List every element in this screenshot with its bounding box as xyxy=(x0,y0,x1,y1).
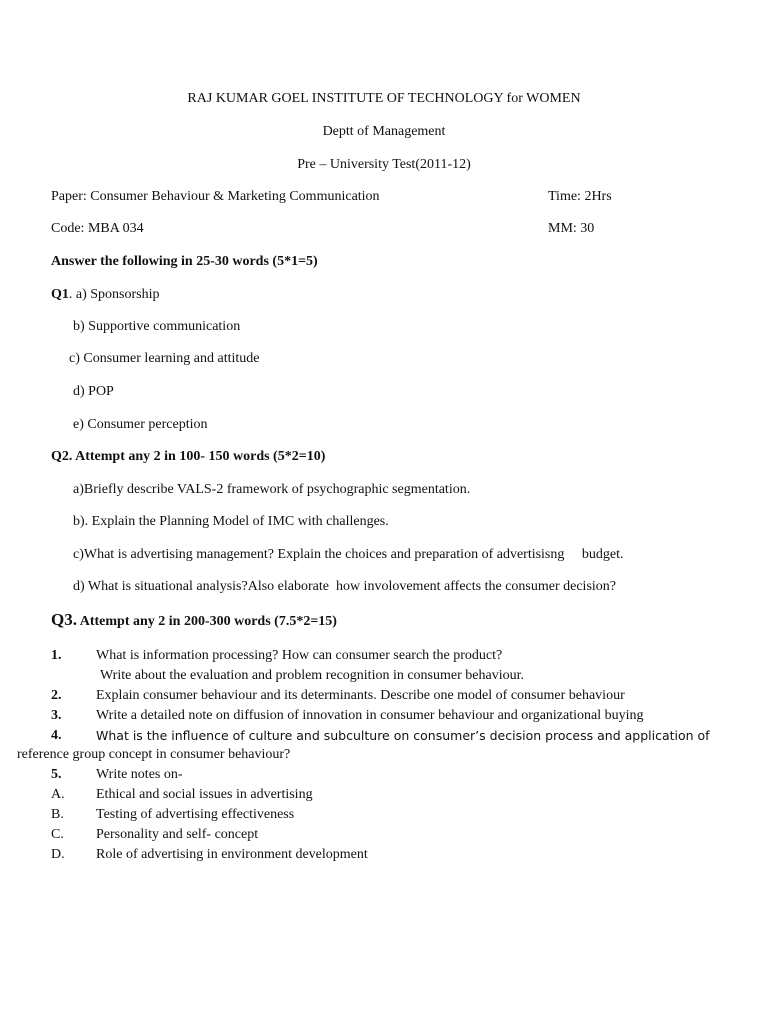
q3-item-text: Personality and self- concept xyxy=(96,827,259,842)
q1-item-a: Q1. a) Sponsorship xyxy=(51,287,160,302)
department-title: Deptt of Management xyxy=(322,124,446,139)
paper-time: Time: 2Hrs xyxy=(548,189,612,204)
paper-code: Code: MBA 034 xyxy=(51,221,144,236)
q2-item-b: b). Explain the Planning Model of IMC with challenges. xyxy=(73,514,389,529)
q3-label: Q3. xyxy=(51,610,77,629)
q3-item-text: What is the influence of culture and subculture on consumer’s decision process and application of xyxy=(96,728,710,743)
q3-item-text: Write notes on- xyxy=(96,767,183,782)
q2-item-a: a)Briefly describe VALS-2 framework of psychographic segmentation. xyxy=(73,482,471,497)
q1-item-b: b) Supportive communication xyxy=(73,319,241,334)
q2-item-c: c)What is advertising management? Explain the choices and preparation of advertisisng budget. xyxy=(73,547,624,562)
q3-item-num: D. xyxy=(51,847,65,862)
paper-name: Paper: Consumer Behaviour & Marketing Communication xyxy=(51,189,380,204)
q1-label: Q1 xyxy=(51,287,69,302)
paper-marks: MM: 30 xyxy=(548,221,595,236)
q3-item-text: reference group concept in consumer behaviour? xyxy=(17,747,291,762)
q3-item-num: 3. xyxy=(51,708,62,723)
q3-item-num: C. xyxy=(51,827,64,842)
q1-item-d: d) POP xyxy=(73,384,114,399)
q3-item-num: A. xyxy=(51,787,65,802)
q2-item-d: d) What is situational analysis?Also elaborate how involovement affects the consumer decision? xyxy=(73,579,616,594)
q3-item-text: Write a detailed note on diffusion of innovation in consumer behaviour and organizational buying xyxy=(96,708,644,723)
q2-label: Q2 xyxy=(51,449,69,464)
q3-item-num: B. xyxy=(51,807,64,822)
q3-heading: Q3. Attempt any 2 in 200-300 words (7.5*2=15) xyxy=(51,610,337,629)
institute-title: RAJ KUMAR GOEL INSTITUTE OF TECHNOLOGY for WOMEN xyxy=(187,91,581,106)
q3-item-text: Role of advertising in environment development xyxy=(96,847,368,862)
q3-item-num: 2. xyxy=(51,688,62,703)
q3-item-num: 4. xyxy=(51,728,62,743)
q1-item-e: e) Consumer perception xyxy=(73,417,208,432)
q3-item-text: Write about the evaluation and problem recognition in consumer behaviour. xyxy=(100,668,524,683)
section-instruction: Answer the following in 25-30 words (5*1=5) xyxy=(51,254,318,269)
q3-item-num: 1. xyxy=(51,648,62,663)
q1-item-c: c) Consumer learning and attitude xyxy=(69,351,260,366)
test-title: Pre – University Test(2011-12) xyxy=(297,157,471,172)
q3-item-text: What is information processing? How can consumer search the product? xyxy=(96,648,503,663)
q3-item-num: 5. xyxy=(51,767,62,782)
q3-item-text: Testing of advertising effectiveness xyxy=(96,807,295,822)
q3-item-text: Ethical and social issues in advertising xyxy=(96,787,313,802)
q3-item-text: Explain consumer behaviour and its determinants. Describe one model of consumer behaviour xyxy=(96,688,625,703)
q2-heading: Q2. Attempt any 2 in 100- 150 words (5*2=10) xyxy=(51,449,326,464)
